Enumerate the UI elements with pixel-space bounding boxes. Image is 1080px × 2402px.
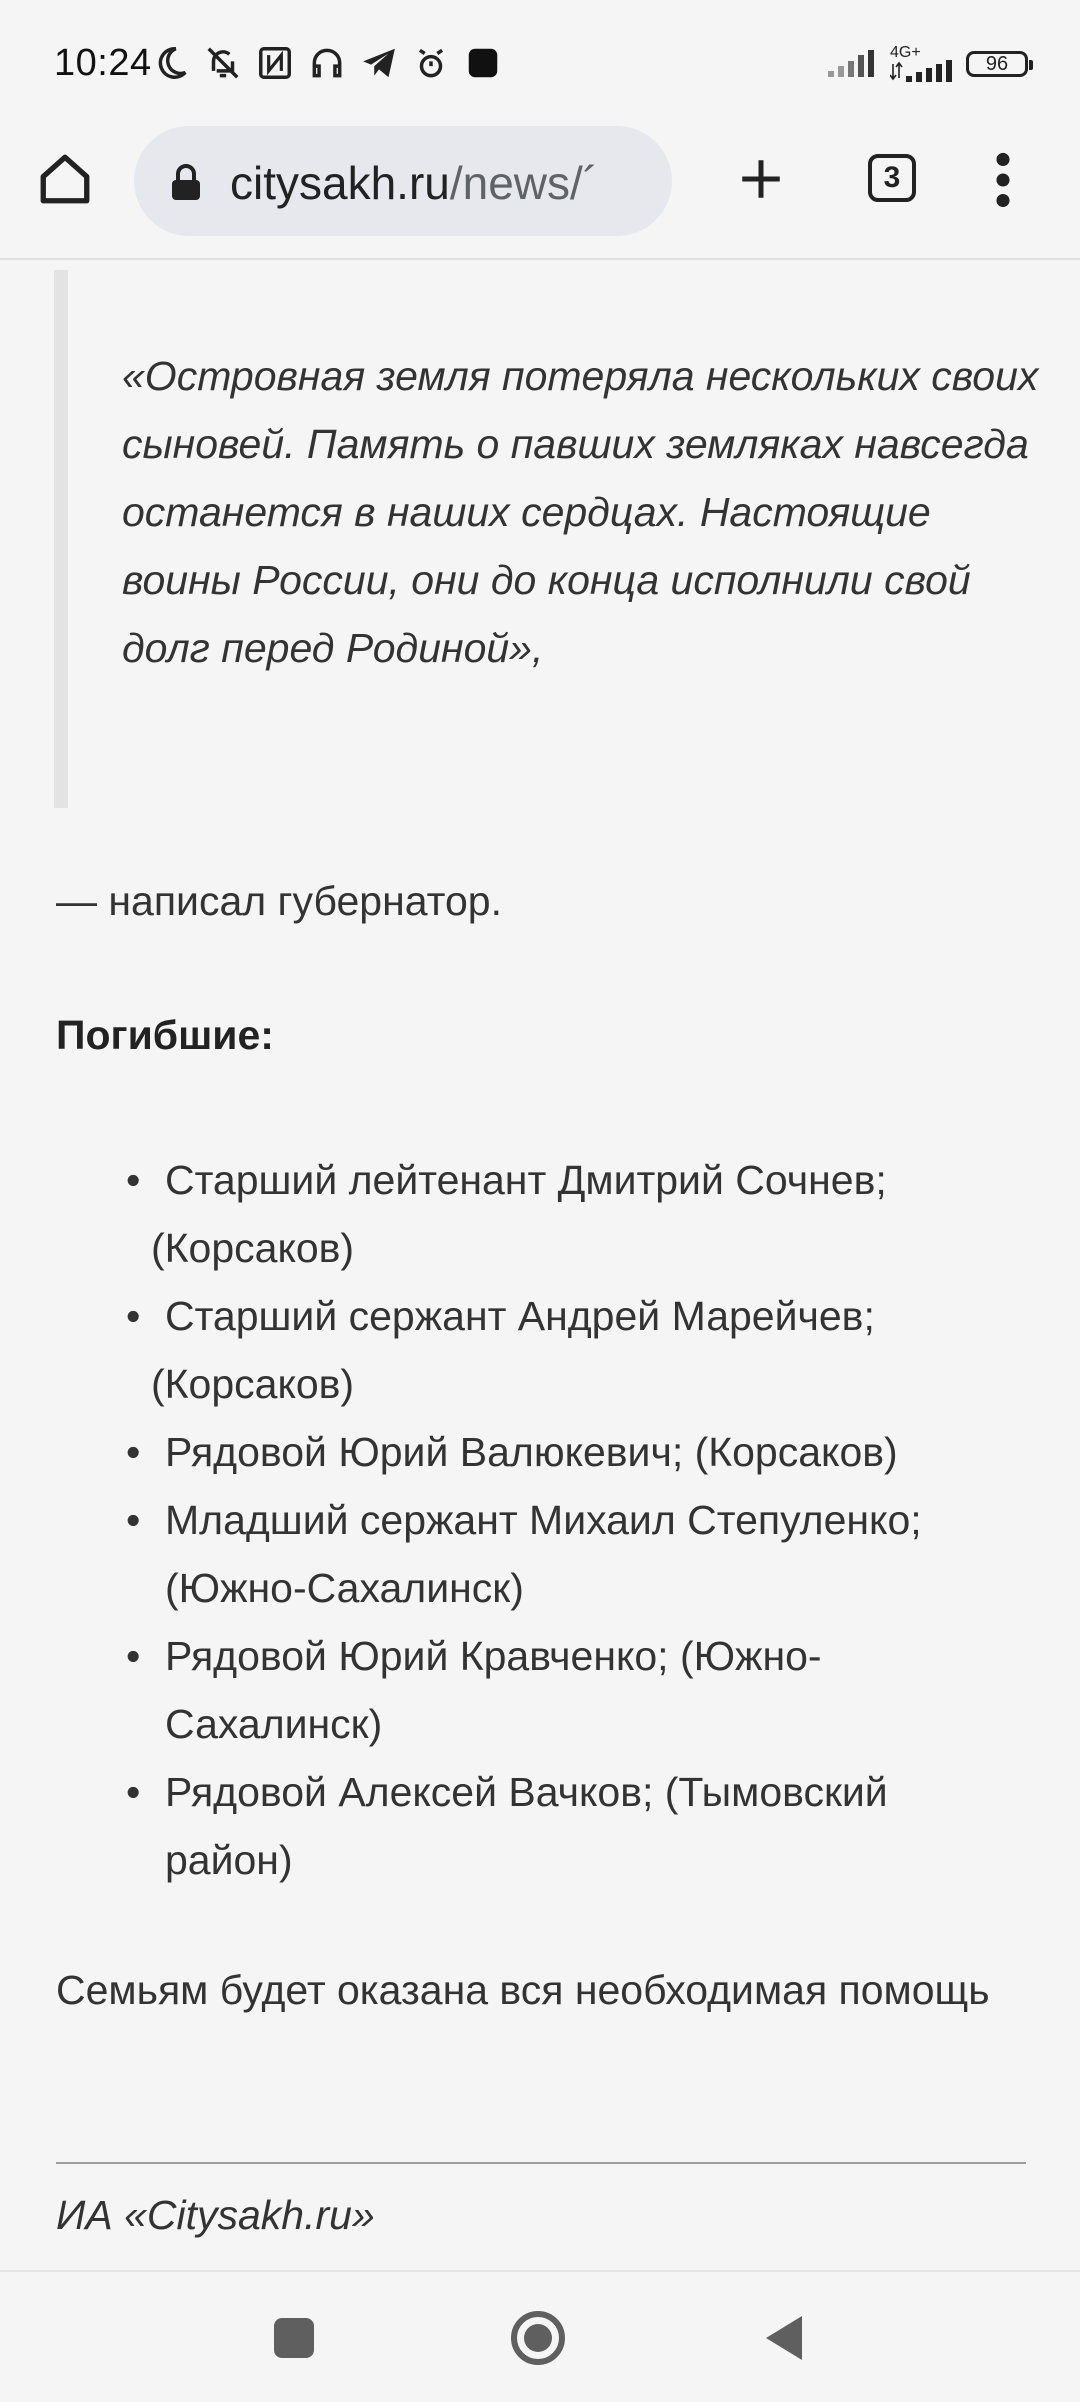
recents-button[interactable] [274, 2318, 314, 2358]
browser-toolbar [0, 120, 1080, 260]
notification-icons [152, 44, 502, 82]
casualty-name: Старший лейтенант Дмитрий Сочнев; [165, 1157, 887, 1203]
battery-indicator: 96 [966, 51, 1028, 77]
casualties-heading: Погибшие: [56, 1012, 274, 1058]
divider [56, 2162, 1026, 2164]
system-indicators [826, 46, 1028, 82]
source-credit: ИА «Citysakh.ru» [56, 2192, 375, 2238]
blockquote [54, 270, 1039, 808]
app-notification-icon [464, 44, 502, 82]
signal-strength-icon [826, 49, 876, 79]
url-domain: citysakh.ru [230, 157, 450, 209]
article-content [0, 260, 1080, 2270]
casualty-location: (Корсаков) [151, 1361, 355, 1407]
network-type-label: 4G+ [890, 44, 921, 61]
casualty-list [110, 1146, 1010, 1894]
home-circle-icon[interactable] [510, 2310, 566, 2366]
address-bar[interactable] [134, 126, 672, 236]
list-item: • Рядовой Юрий Кравченко; (Южно-Сахалинск) [110, 1622, 1010, 1758]
telegram-icon [360, 44, 398, 82]
lock-icon [170, 164, 202, 200]
nfc-icon [256, 44, 294, 82]
list-item [110, 1282, 1010, 1418]
list-item: • Рядовой Алексей Вачков; (Тымовский район) [110, 1758, 1010, 1894]
tab-switcher-button[interactable]: 3 [868, 154, 916, 202]
headphones-icon [308, 44, 346, 82]
casualty-name: Старший сержант Андрей Марейчев; [165, 1293, 875, 1339]
system-navigation-bar [0, 2270, 1080, 2402]
list-item: • Младший сержант Михаил Степуленко; (Южно-Сахалинск) [110, 1486, 1010, 1622]
moon-icon [152, 44, 190, 82]
alarm-icon [412, 44, 450, 82]
list-item [110, 1146, 1010, 1282]
url-text [230, 156, 598, 210]
back-icon[interactable] [762, 2312, 806, 2364]
closing-paragraph: Семьям будет оказана вся необходимая помощь [56, 1967, 990, 2013]
url-path: /news/´ [449, 157, 599, 209]
more-options-icon[interactable] [988, 152, 1018, 208]
signal-strength-icon [890, 60, 952, 82]
quote-text: «Островная земля потеряла нескольких своих сыновей. Память о павших земляках навсегда останется в наших сердцах. Настоящие воины России, они до конца исполнили свой долг перед Родиной», [122, 353, 1039, 671]
status-time: 10:24 [54, 42, 152, 84]
list-item: • Рядовой Юрий Валюкевич; (Корсаков) [110, 1418, 1010, 1486]
bell-off-icon [204, 44, 242, 82]
new-tab-icon[interactable] [736, 154, 786, 204]
status-bar [0, 0, 1080, 120]
casualty-location: (Корсаков) [151, 1225, 355, 1271]
quote-attribution: — написал губернатор. [56, 878, 502, 924]
home-icon[interactable] [36, 150, 94, 208]
